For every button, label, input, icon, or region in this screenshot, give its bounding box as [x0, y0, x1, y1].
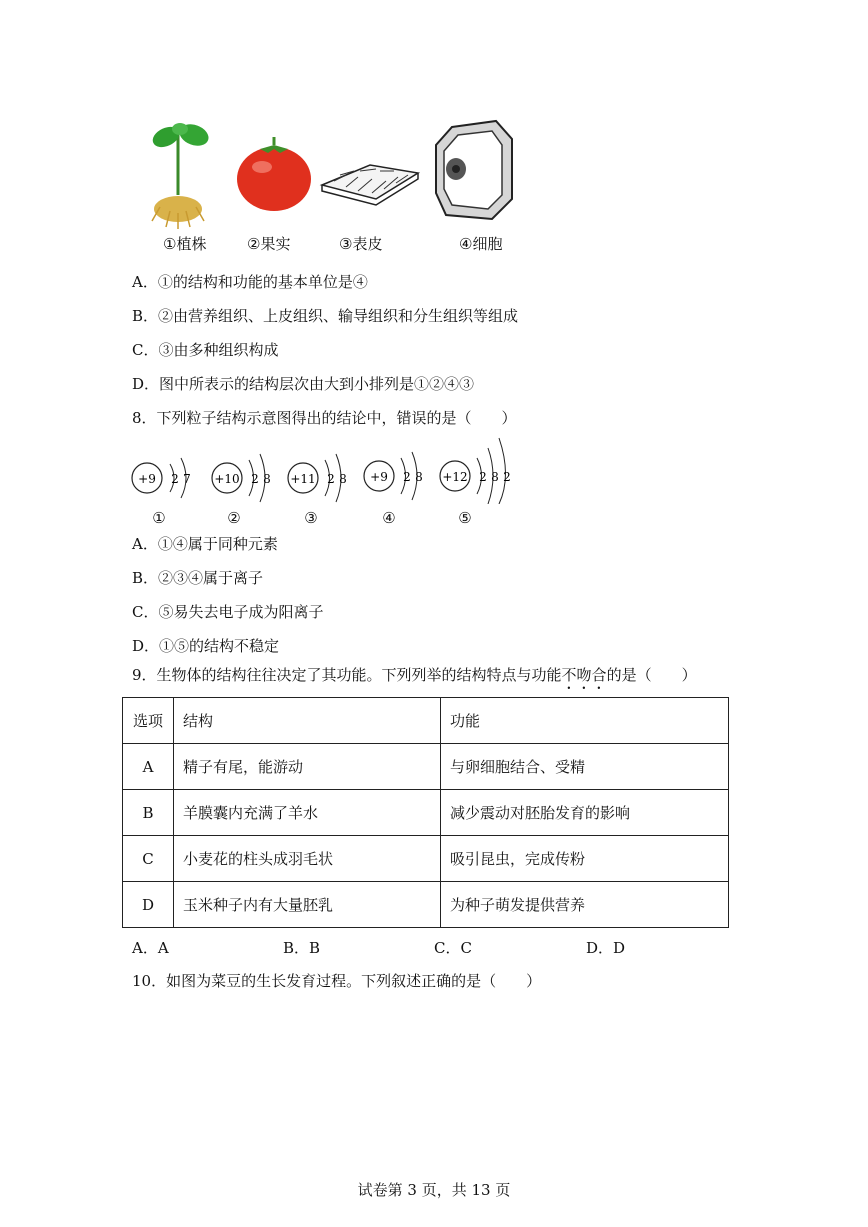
- atom-diagram-3: [288, 454, 347, 502]
- q7-option-c: C．③由多种组织构成: [132, 341, 279, 359]
- row-function: 为种子萌发提供营养: [441, 882, 729, 928]
- table-row: [123, 744, 729, 790]
- nucleus-charge: +9: [370, 470, 388, 484]
- table-row: [123, 790, 729, 836]
- caption-plant: ①植株: [163, 235, 207, 253]
- electron-count: 8: [491, 470, 499, 484]
- electron-count: 8: [263, 472, 271, 486]
- q8-option-a: A．①④属于同种元素: [132, 535, 278, 553]
- q8-option-c: C．⑤易失去电子成为阳离子: [132, 603, 324, 621]
- q7-figure: [140, 115, 540, 230]
- electron-count: 2: [503, 470, 511, 484]
- cell-image: [436, 121, 512, 219]
- q7-option-a: A．①的结构和功能的基本单位是④: [132, 273, 368, 291]
- plant-image: [150, 120, 212, 229]
- table-row: [123, 836, 729, 882]
- q8-atom-diagrams: [128, 434, 528, 504]
- q9-stem: [132, 665, 697, 693]
- atom-label-1: ①: [152, 509, 166, 527]
- caption-cell: ④细胞: [459, 235, 503, 253]
- electron-count: 2: [327, 472, 335, 486]
- nucleus-charge: +10: [214, 472, 240, 486]
- q9-stem-tail: 的是（ ）: [606, 666, 697, 684]
- electron-count: 2: [403, 470, 411, 484]
- row-structure: 小麦花的柱头成羽毛状: [174, 836, 441, 882]
- table-header-row: [123, 698, 729, 744]
- row-option: B: [123, 790, 174, 836]
- q9-stem-emphasis: 不吻合: [561, 666, 607, 684]
- row-function: 吸引昆虫，完成传粉: [441, 836, 729, 882]
- row-structure: 精子有尾，能游动: [174, 744, 441, 790]
- row-option: C: [123, 836, 174, 882]
- atom-label-3: ③: [304, 509, 318, 527]
- q9-option-b: B．B: [283, 939, 321, 957]
- nucleus-charge: +11: [290, 472, 316, 486]
- table-row: [123, 882, 729, 928]
- electron-count: 2: [251, 472, 259, 486]
- q8-stem: 8．下列粒子结构示意图得出的结论中，错误的是（ ）: [132, 409, 517, 427]
- q9-option-c: C．C: [434, 939, 472, 957]
- epidermis-image: [322, 165, 418, 205]
- electron-count: 8: [415, 470, 423, 484]
- atom-diagram-2: [212, 454, 271, 502]
- row-structure: 玉米种子内有大量胚乳: [174, 882, 441, 928]
- row-option: A: [123, 744, 174, 790]
- q8-option-d: D．①⑤的结构不稳定: [132, 637, 280, 655]
- electron-count: 2: [479, 470, 487, 484]
- atom-label-2: ②: [227, 509, 241, 527]
- q9-option-a: A．A: [132, 939, 169, 957]
- atom-label-4: ④: [382, 509, 396, 527]
- q9-stem-text: 9．生物体的结构往往决定了其功能。下列列举的结构特点与功能: [132, 666, 562, 684]
- electron-count: 7: [183, 472, 191, 486]
- page-footer: 试卷第 3 页，共 13 页: [357, 1181, 511, 1199]
- q9-table: [122, 697, 729, 928]
- tomato-image: [237, 137, 311, 211]
- nucleus-charge: +12: [442, 470, 468, 484]
- atom-label-5: ⑤: [458, 509, 472, 527]
- electron-count: 2: [171, 472, 179, 486]
- electron-count: 8: [339, 472, 347, 486]
- q10-stem: 10．如图为菜豆的生长发育过程。下列叙述正确的是（ ）: [132, 972, 542, 990]
- header-structure: 结构: [174, 698, 441, 744]
- header-function: 功能: [441, 698, 729, 744]
- header-option: 选项: [123, 698, 174, 744]
- q8-option-b: B．②③④属于离子: [132, 569, 264, 587]
- caption-fruit: ②果实: [247, 235, 291, 253]
- q7-option-d: D．图中所表示的结构层次由大到小排列是①②④③: [132, 375, 475, 393]
- nucleus-charge: +9: [138, 472, 156, 486]
- atom-diagram-5: [440, 438, 511, 504]
- q7-option-b: B．②由营养组织、上皮组织、输导组织和分生组织等组成: [132, 307, 519, 325]
- row-option: D: [123, 882, 174, 928]
- row-function: 与卵细胞结合、受精: [441, 744, 729, 790]
- caption-epidermis: ③表皮: [339, 235, 383, 253]
- atom-diagram-4: [364, 452, 423, 500]
- row-function: 减少震动对胚胎发育的影响: [441, 790, 729, 836]
- q9-option-d: D．D: [586, 939, 626, 957]
- atom-diagram-1: [132, 458, 191, 498]
- row-structure: 羊膜囊内充满了羊水: [174, 790, 441, 836]
